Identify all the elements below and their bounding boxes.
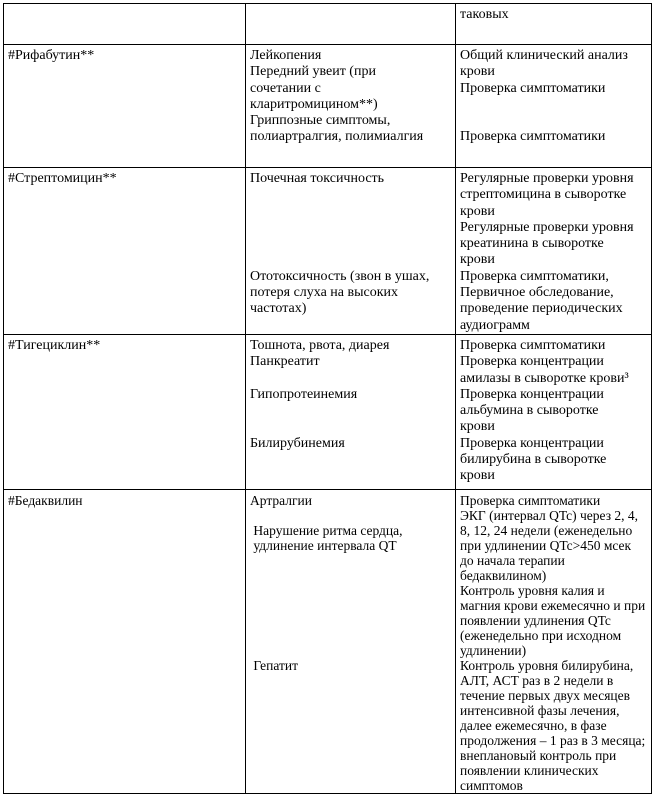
text-line: Проверка симптоматики, xyxy=(460,268,609,284)
adverse-reactions-cell xyxy=(246,4,456,45)
text-line: Проверка симптоматики xyxy=(460,80,606,96)
text-line xyxy=(250,628,452,643)
text-line: креатинина в сыворотке xyxy=(460,236,604,252)
text-line: проведение периодических xyxy=(460,301,623,317)
text-line: Общий клинический анализ xyxy=(460,48,628,63)
text-line: #Рифабутин** xyxy=(8,48,95,63)
text-line: альбумина в сыворотке xyxy=(460,403,599,419)
text-line: стрептомицина в сыворотке xyxy=(460,187,627,203)
text-line: крови xyxy=(460,252,495,268)
drug-cell xyxy=(4,4,246,45)
text-line: течение первых двух месяцев xyxy=(460,687,631,703)
text-line xyxy=(250,403,452,419)
table-body xyxy=(4,4,652,794)
text-line xyxy=(250,553,452,568)
text-line: полиартралгия, полимиалгия xyxy=(250,129,424,145)
text-line: частотах) xyxy=(250,301,307,317)
text-line: #Тигециклин** xyxy=(8,337,101,353)
text-line: Лейкопения xyxy=(250,48,322,63)
text-line: продолжения – 1 раз в 3 месяца; xyxy=(460,732,646,748)
text-line xyxy=(250,204,452,220)
text-line xyxy=(250,236,452,252)
adverse-reactions-cell xyxy=(246,45,456,168)
text-line: Гепатит xyxy=(250,657,299,673)
monitoring-cell xyxy=(456,489,652,793)
text-line: Передний увеит (при xyxy=(250,64,376,80)
text-line: ЭКГ (интервал QTc) через 2, 4, xyxy=(460,507,639,523)
text-line: Гриппозные симптомы, xyxy=(250,113,391,129)
table-row-rifabutin xyxy=(4,45,652,168)
text-line: Проверка концентрации xyxy=(460,435,604,451)
text-line: Гипопротеинемия xyxy=(250,386,358,402)
text-line: таковых xyxy=(460,7,509,22)
text-line xyxy=(250,187,452,203)
adverse-reactions-table xyxy=(3,3,652,794)
text-line: Проверка симптоматики xyxy=(460,492,601,508)
text-line: Первичное обследование, xyxy=(460,285,614,301)
text-line: Контроль уровня калия и xyxy=(460,582,605,598)
text-line xyxy=(460,97,648,113)
monitoring-cell xyxy=(456,4,652,45)
text-line: аудиограмм xyxy=(460,317,530,333)
monitoring-cell xyxy=(456,334,652,489)
text-line xyxy=(250,568,452,583)
text-line xyxy=(250,583,452,598)
text-line xyxy=(250,252,452,268)
drug-cell xyxy=(4,489,246,793)
text-line: Контроль уровня билирубина, xyxy=(460,657,634,673)
text-line: кларитромицином**) xyxy=(250,96,378,112)
text-line xyxy=(250,508,452,523)
text-line: крови xyxy=(460,419,495,435)
text-line: появлении клинических xyxy=(460,762,599,778)
text-line: #Стрептомицин** xyxy=(8,171,117,186)
adverse-reactions-cell xyxy=(246,489,456,793)
text-line: Билирубинемия xyxy=(250,435,345,451)
monitoring-cell xyxy=(456,168,652,335)
text-line: Ототоксичность (звон в ушах, xyxy=(250,268,430,284)
text-line: Нарушение ритма сердца, xyxy=(250,522,403,538)
adverse-reactions-cell xyxy=(246,168,456,335)
text-line: Артралгии xyxy=(250,492,312,508)
text-line: внеплановый контроль при xyxy=(460,747,617,763)
text-line: удлинение интервала QT xyxy=(250,537,397,553)
text-line: магния крови ежемесячно и при xyxy=(460,597,646,613)
table-row-continuation xyxy=(4,4,652,45)
monitoring-cell xyxy=(456,45,652,168)
text-line: крови xyxy=(460,203,495,219)
text-line: до начала терапии xyxy=(460,552,565,568)
text-line: симптомов xyxy=(460,777,523,793)
text-line: Проверка концентрации xyxy=(460,386,604,402)
text-line: бедаквилином) xyxy=(460,567,547,583)
text-line: потеря слуха на высоких xyxy=(250,285,399,301)
text-line: билирубина в сыворотке xyxy=(460,452,607,468)
text-line: (еженедельно при исходном xyxy=(460,627,622,643)
text-line xyxy=(250,419,452,435)
text-line: Проверка симптоматики xyxy=(460,337,606,353)
text-line xyxy=(250,613,452,628)
text-line: далее ежемесячно, в фазе xyxy=(460,717,607,733)
text-line xyxy=(250,643,452,658)
text-line: крови xyxy=(460,468,495,484)
drug-cell xyxy=(4,45,246,168)
text-line: Проверка симптоматики xyxy=(460,129,606,145)
text-line: Панкреатит xyxy=(250,354,320,370)
text-line: интенсивной фазы лечения, xyxy=(460,702,620,718)
text-line: 8, 12, 24 недели (еженедельно xyxy=(460,522,633,538)
text-line: Тошнота, рвота, диарея xyxy=(250,337,390,353)
text-line xyxy=(250,220,452,236)
drug-cell xyxy=(4,334,246,489)
text-line: АЛТ, АСТ раз в 2 недели в xyxy=(460,672,614,688)
text-line: появлении удлинения QTc xyxy=(460,612,611,628)
text-line xyxy=(460,113,648,129)
text-line xyxy=(250,598,452,613)
text-line: #Бедаквилин xyxy=(8,492,83,508)
adverse-reactions-cell xyxy=(246,334,456,489)
text-line: сочетании с xyxy=(250,80,321,96)
text-line: крови xyxy=(460,64,495,80)
table-row-tigecycline xyxy=(4,334,652,489)
text-line xyxy=(250,371,452,387)
table-row-bedaquiline xyxy=(4,489,652,793)
text-line: Проверка концентрации xyxy=(460,354,604,370)
text-line: Регулярные проверки уровня xyxy=(460,219,634,235)
text-line: Почечная токсичность xyxy=(250,171,385,186)
text-line: при удлинении QTc>450 мсек xyxy=(460,537,632,553)
text-line: удлинении) xyxy=(460,642,527,658)
text-line: Регулярные проверки уровня xyxy=(460,171,634,186)
drug-cell xyxy=(4,168,246,335)
text-line: амилазы в сыворотке крови³ xyxy=(460,370,629,386)
table-row-streptomycin xyxy=(4,168,652,335)
